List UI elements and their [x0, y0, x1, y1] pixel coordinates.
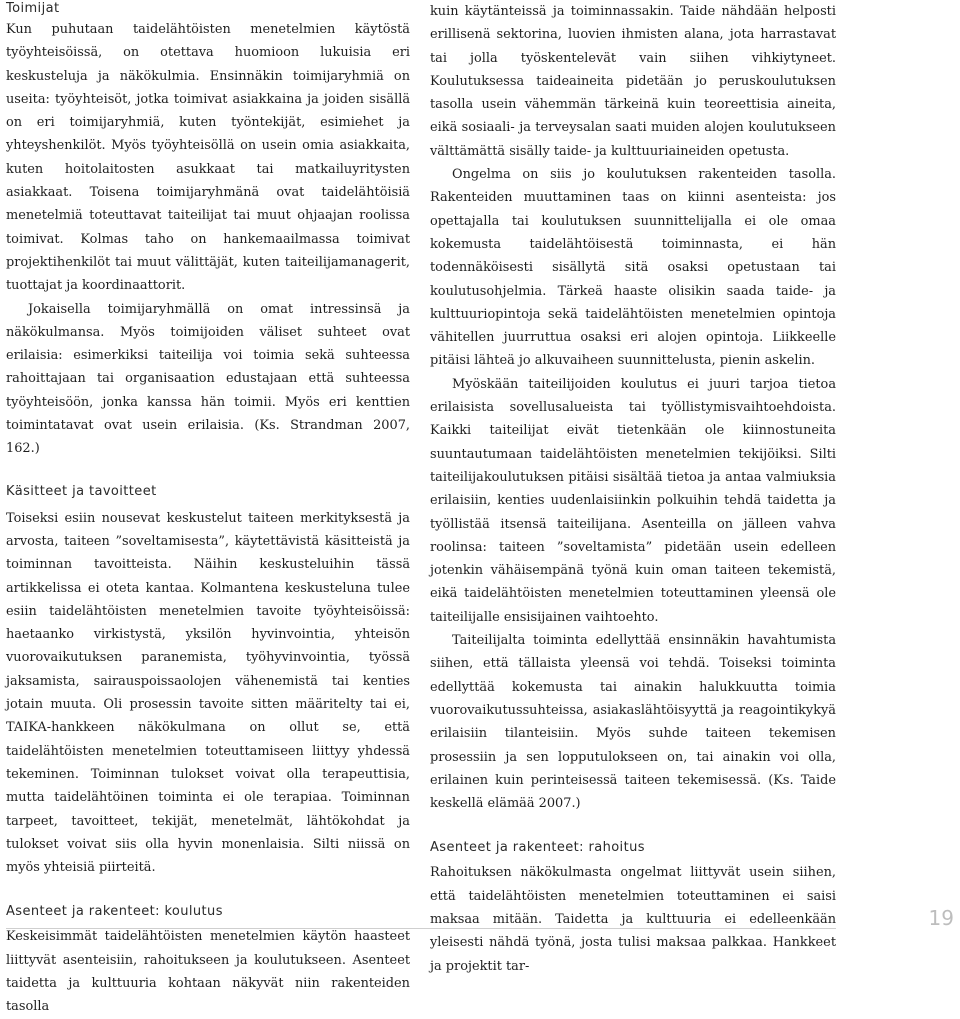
paragraph: Taiteilijalta toiminta edellyttää ensinnäkin havahtumista siihen, että tällaista yleensä voi tehdä. Toiseksi toiminta edellyttää kokemusta tai ainakin halukkuutta toimia vuorovaikutussuhteissa, asiakaslähtöisyyttä ja reagointikykyä erilaisiin tilanteisiin. Myös suhde taiteen tekemisen prosessiin ja sen lopputulokseen on, tai ainakin voi olla, erilainen kuin perinteisessä taiteen tekemisessä. (Ks. Taide keskellä elämää 2007.)	[430, 633, 836, 812]
left-column	[6, 0, 410, 1019]
paragraph: Keskeisimmät taidelähtöisten menetelmien käytön haasteet liittyvät asenteisiin, rahoitukseen ja koulutukseen. Asenteet taidetta ja kulttuuria kohtaan näkyvät niin rakenteiden tasolla	[6, 929, 410, 1015]
paragraph: Rahoituksen näkökulmasta ongelmat liittyvät usein siihen, että taidelähtöisten menetelmien toteuttaminen ei saisi maksaa mitään. Taidetta ja kulttuuria ei edelleenkään yleisesti nähdä työnä, josta tulisi maksaa palkkaa. Hankkeet ja projektit tar-	[430, 865, 836, 974]
section-heading-koulutus: Asenteet ja rakenteet: koulutus	[6, 904, 223, 920]
section-heading-rahoitus: Asenteet ja rakenteet: rahoitus	[430, 840, 645, 856]
page-number: 19	[928, 906, 954, 930]
section-heading-kasitteet: Käsitteet ja tavoitteet	[6, 483, 157, 499]
paragraph: Jokaisella toimijaryhmällä on omat intressinsä ja näkökulmansa. Myös toimijoiden väliset suhteet ovat erilaisia: esimerkiksi taiteilija voi toimia sekä suhteessa rahoittajaan tai organisaation edustajaan että suhteessa työyhteisöön, jonka kanssa hän toimii. Myös eri kenttien toimintatavat ovat usein erilaisia. (Ks. Strandman 2007, 162.)	[6, 301, 410, 457]
paragraph: Toiseksi esiin nousevat keskustelut taiteen merkityksestä ja arvosta, taiteen ”soveltamisesta”, käytettävistä käsitteistä ja toiminnan tavoitteista. Näihin keskusteluihin tässä artikkelissa ei oteta kantaa. Kolmantena keskusteluna tulee esiin taidelähtöisten menetelmien tavoite työyhteisöissä: haetaanko virkistystä, yksilön hyvinvointia, yhteisön vuorovaikutuksen paranemista, työhyvinvointia, työssä jaksamista, sairauspoissaolojen vähenemistä tai kenties jotain muuta. Oli prosessin tavoite sitten määritelty tai ei, TAIKA-hankkeen näkökulmana on ollut se, että taidelähtöisten menetelmien toteuttamiseen liittyy yhdessä tekeminen. Toiminnan tulokset voivat olla terapeuttisia, mutta taidelähtöinen toiminta ei ole terapiaa. Toiminnan tarpeet, tavoitteet, tekijät, menetelmät, lähtökohdat ja tulokset voivat siis olla hyvin monenlaisia. Silti niissä on myös yhteisiä piirteitä.	[6, 510, 410, 876]
paragraph: Kun puhutaan taidelähtöisten menetelmien käytöstä työyhteisöissä, on otettava huomioon lukuisia eri keskusteluja ja näkökulmia. Ensinnäkin toimijaryhmiä on useita: työyhteisöt, jotka toimivat asiakkaina ja joiden sisällä on eri toimijaryhmiä, kuten työntekijät, esimiehet ja yhteyshenkilöt. Myös työyhteisöllä on usein omia asiakkaita, kuten hoitolaitosten asukkaat tai matkailuyritysten asiakkaat. Toisena toimijaryhmänä ovat taidelähtöisiä menetelmiä toteuttavat taiteilijat tai muut ohjaajan roolissa toimivat. Kolmas taho on hankemaailmassa toimivat projektihenkilöt tai muut välittäjät, kuten taiteilijamanagerit, tuottajat ja koordinaattorit.	[6, 22, 410, 294]
paragraph: Myöskään taiteilijoiden koulutus ei juuri tarjoa tietoa erilaisista sovellusalueista tai työllistymisvaihtoehdoista. Kaikki taiteilijat eivät tietenkään ole kiinnostuneita suuntautumaan taidelähtöisten menetelmien tekijöiksi. Silti taiteilijakoulutuksen pitäisi sisältää tietoa ja antaa valmiuksia erilaisiin, kenties uudenlaisiinkin polkuihin tehdä taidetta ja työllistää itsensä taiteilijana. Asenteilla on jälleen vahva roolinsa: taiteen ”soveltamista” pidetään usein edelleen jotenkin vähäisempänä työnä kuin oman taiteen tekemistä, eikä taidelähtöisten menetelmien toteuttaminen yleensä ole taiteilijalle ensisijainen vaihtoehto.	[430, 376, 836, 625]
footer-rule	[6, 928, 836, 929]
paragraph: kuin käytänteissä ja toiminnassakin. Taide nähdään helposti erillisenä sektorina, luovien ihmisten alana, jota harrastavat tai jolla työskentelevät vain siihen vihkiytyneet. Koulutuksessa taideaineita pidetään jo peruskoulutuksen tasolla usein vähemmän tärkeinä kuin teoreettisia aineita, eikä sosiaali- ja terveysalan saati muiden alojen koulutukseen välttämättä sisälly taide- ja kulttuuriaineiden opetusta.	[430, 4, 836, 159]
section-heading-toimijat: Toimijat	[6, 1, 60, 16]
right-column	[430, 0, 836, 978]
paragraph: Ongelma on siis jo koulutuksen rakenteiden tasolla. Rakenteiden muuttaminen taas on kiinni asenteista: jos opettajalla tai koulutuksen suunnittelijalla ei ole omaa kokemusta taidelähtöisestä toiminnasta, ei hän todennäköisesti sisällytä sitä osaksi opetustaan tai koulutusohjelmia. Tärkeä haaste olisikin saada taide- ja kulttuuriopintoja sekä taidelähtöisten menetelmien opintoja vähitellen juurruttua osaksi eri alojen opintoja. Liikkeelle pitäisi lähteä jo alkuvaiheen suunnittelusta, pienin askelin.	[430, 167, 836, 369]
